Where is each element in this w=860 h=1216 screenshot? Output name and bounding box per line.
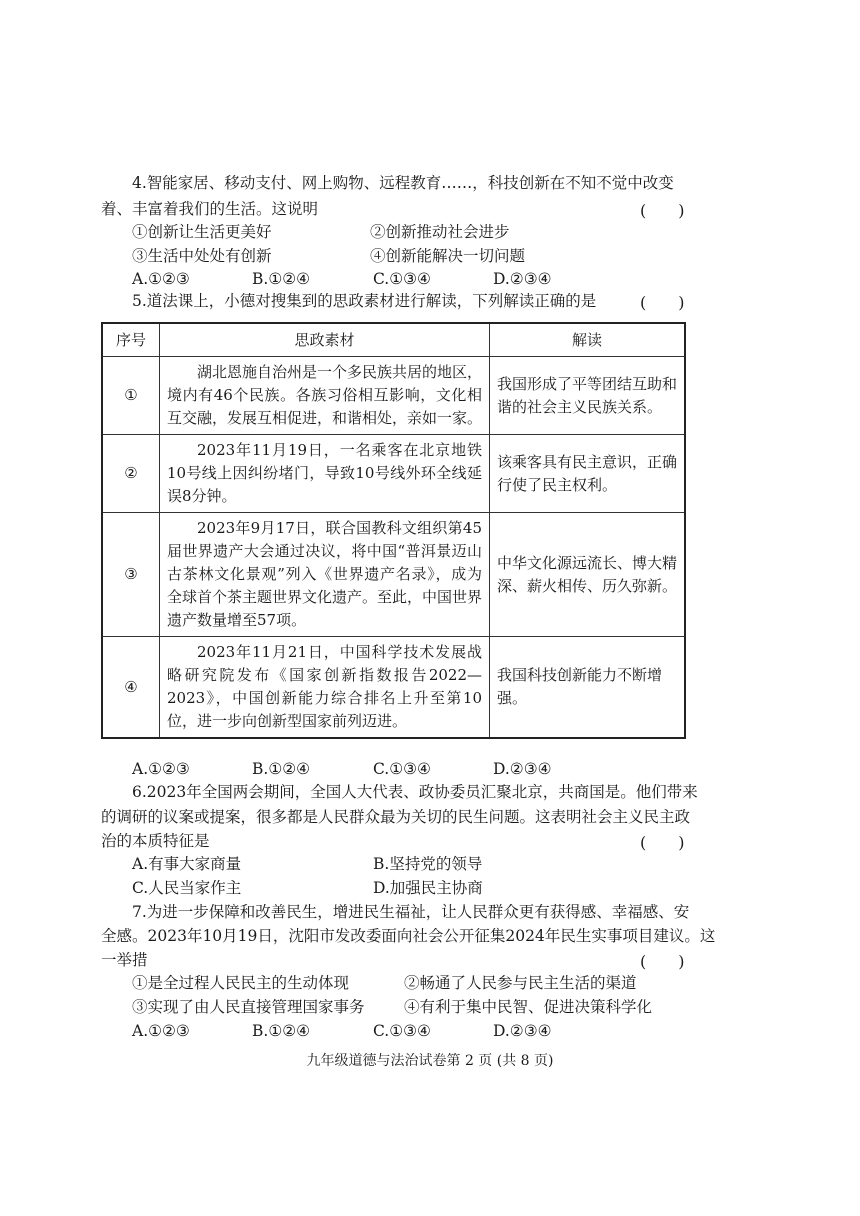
q7-option-a: A.①②③ [132,1022,190,1040]
row-material: 2023年9月17日，联合国教科文组织第45届世界遗产大会通过决议，将中国“普洱景迈山古茶林文化景观”列入《世界遗产名录》，成为全球首个茶主题世界文化遗产。至此，中国世界遗产数量增至57项。 [160,513,490,637]
row-material: 湖北恩施自治州是一个多民族共居的地区，境内有46个民族。各族习俗相互影响，文化相互交融，发展互相促进，和谐相处，亲如一家。 [160,357,490,435]
q4-stem-line2: 着、丰富着我们的生活。这说明 [101,200,319,218]
q5-option-d: D.②③④ [493,760,552,778]
row-reading: 我国形成了平等团结互助和谐的社会主义民族关系。 [490,357,686,435]
q6-option-a: A.有事大家商量 [132,855,242,873]
table-row [102,357,685,435]
header-reading: 解读 [490,323,686,357]
q5-option-b: B.①②④ [252,760,311,778]
q7-stem-line1: 7.为进一步保障和改善民生，增进民生福祉，让人民群众更有获得感、幸福感、安 [132,903,690,921]
row-no: ② [102,435,160,513]
q4-item-3: ③生活中处处有创新 [132,247,272,265]
q7-option-d: D.②③④ [493,1022,552,1040]
q4-item-4: ④创新能解决一切问题 [370,247,526,265]
table-row [102,637,685,739]
q4-option-b: B.①②④ [252,270,311,288]
q5-stem: 5.道法课上，小德对搜集到的思政素材进行解读，下列解读正确的是 [132,292,597,310]
q4-option-d: D.②③④ [493,270,552,288]
header-no: 序号 [102,323,160,357]
q4-option-c: C.①③④ [373,270,431,288]
row-no: ① [102,357,160,435]
header-material: 思政素材 [160,323,490,357]
row-reading: 中华文化源远流长、博大精深、薪火相传、历久弥新。 [490,513,686,637]
q5-material-table [101,322,686,739]
q7-item-2: ②畅通了人民参与民主生活的渠道 [404,974,637,992]
q7-stem-line3: 一举措 [101,951,148,969]
q5-option-c: C.①③④ [373,760,431,778]
page-footer: 九年级道德与法治试卷第 2 页 (共 8 页) [306,1053,554,1069]
q4-answer-paren: ( ) [640,201,685,220]
q6-option-d: D.加强民主协商 [373,879,483,897]
table-row [102,435,685,513]
q7-item-1: ①是全过程人民民主的生动体现 [132,974,350,992]
q6-stem-line3: 治的本质特征是 [101,832,210,850]
row-reading: 该乘客具有民主意识，正确行使了民主权利。 [490,435,686,513]
q7-option-b: B.①②④ [252,1022,311,1040]
row-no: ④ [102,637,160,739]
q6-stem-line1: 6.2023年全国两会期间，全国人大代表、政协委员汇聚北京，共商国是。他们带来 [132,783,698,801]
q7-stem-line2: 全感。2023年10月19日，沈阳市发改委面向社会公开征集2024年民生实事项目建议。这 [101,927,716,945]
row-material: 2023年11月19日，一名乘客在北京地铁10号线上因纠纷堵门，导致10号线外环全线延误8分钟。 [160,435,490,513]
q6-stem-line2: 的调研的议案或提案，很多都是人民群众最为关切的民生问题。这表明社会主义民主政 [101,808,691,826]
row-material: 2023年11月21日，中国科学技术发展战略研究院发布《国家创新指数报告2022—2023》，中国创新能力综合排名上升至第10位，进一步向创新型国家前列迈进。 [160,637,490,739]
q5-option-a: A.①②③ [132,760,190,778]
q7-answer-paren: ( ) [640,952,685,971]
q7-item-4: ④有利于集中民智、促进决策科学化 [404,998,653,1016]
q7-item-3: ③实现了由人民直接管理国家事务 [132,998,365,1016]
q6-option-c: C.人民当家作主 [132,879,242,897]
q4-stem-line1: 4.智能家居、移动支付、网上购物、远程教育……，科技创新在不知不觉中改变 [132,174,674,192]
table-header-row [102,323,685,357]
row-no: ③ [102,513,160,637]
q7-option-c: C.①③④ [373,1022,431,1040]
table-row [102,513,685,637]
q4-item-1: ①创新让生活更美好 [132,223,272,241]
q4-option-a: A.①②③ [132,270,190,288]
q5-answer-paren: ( ) [640,293,685,312]
q4-item-2: ②创新推动社会进步 [370,223,510,241]
row-reading: 我国科技创新能力不断增强。 [490,637,686,739]
q6-answer-paren: ( ) [640,833,685,852]
q6-option-b: B.坚持党的领导 [373,855,483,873]
